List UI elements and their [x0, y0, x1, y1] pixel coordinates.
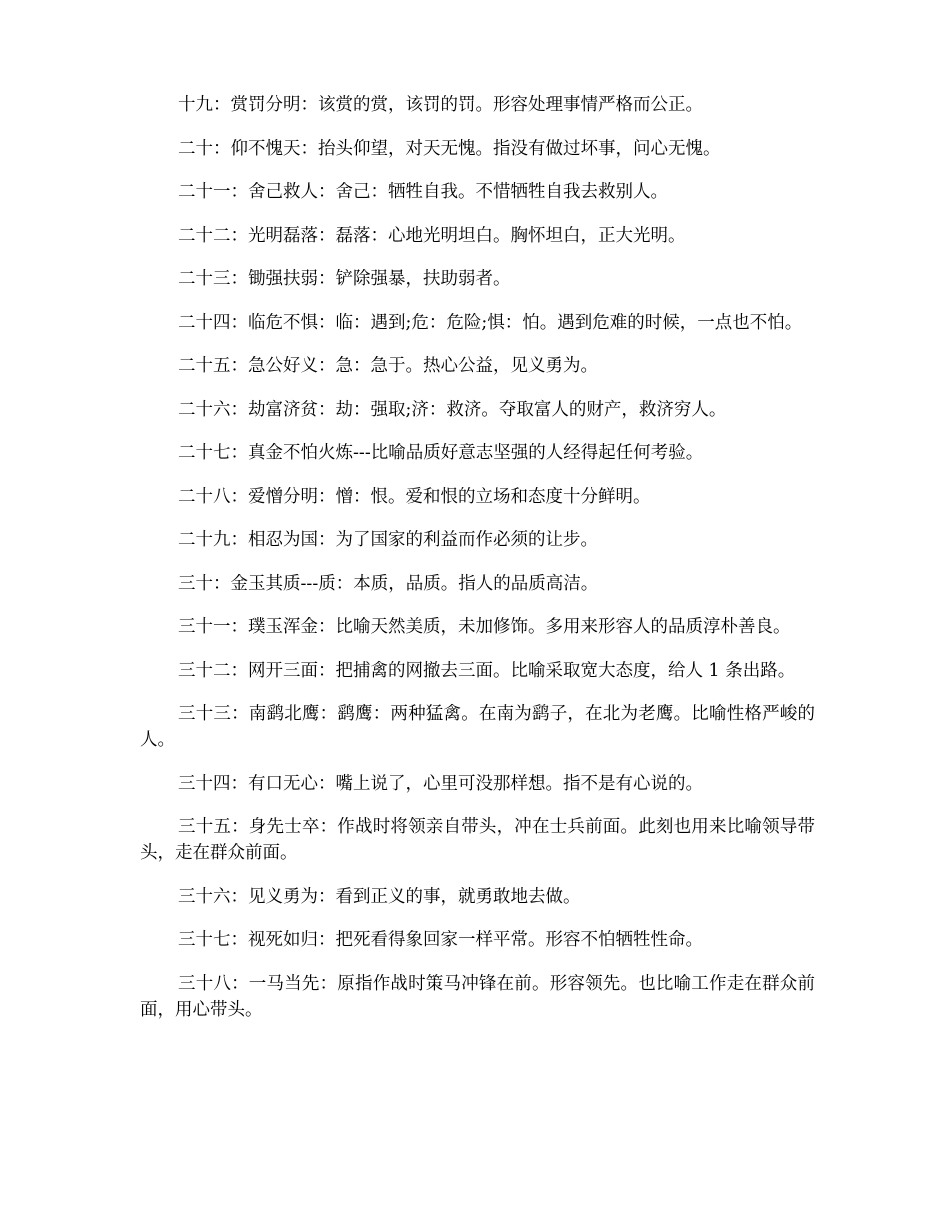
- paragraph-35: 三十五：身先士卒：作战时将领亲自带头，冲在士兵前面。此刻也用来比喻领导带头，走在群众前面。: [140, 817, 815, 863]
- paragraph-29: 二十九：相忍为国：为了国家的利益而作必须的让步。: [178, 530, 598, 550]
- paragraph-25: 二十五：急公好义：急：急于。热心公益，见义勇为。: [178, 356, 598, 376]
- paragraph-27: 二十七：真金不怕火炼---比喻品质好意志坚强的人经得起任何考验。: [178, 443, 704, 463]
- paragraph-21: 二十一：舍己救人：舍己：牺牲自我。不惜牺牲自我去救别人。: [178, 182, 668, 202]
- paragraph-30: 三十：金玉其质---质：本质，品质。指人的品质高洁。: [178, 573, 599, 594]
- paragraph-28: 二十八：爱憎分明：憎：恨。爱和恨的立场和态度十分鲜明。: [178, 486, 651, 507]
- paragraph-38: 三十八：一马当先：原指作战时策马冲锋在前。形容领先。也比喻工作走在群众前面，用心带头。: [140, 973, 815, 1020]
- paragraph-23: 二十三：锄强扶弱：铲除强暴，扶助弱者。: [178, 269, 511, 289]
- paragraph-31: 三十一：璞玉浑金：比喻天然美质，未加修饰。多用来形容人的品质淳朴善良。: [178, 617, 791, 637]
- paragraph-20: 二十：仰不愧天：抬头仰望，对天无愧。指没有做过坏事，问心无愧。: [178, 138, 721, 159]
- paragraph-26: 二十六：劫富济贫：劫：强取;济：救济。夺取富人的财产，救济穷人。: [178, 399, 727, 420]
- paragraph-37: 三十七：视死如归：把死看得象回家一样平常。形容不怕牺牲性命。: [178, 930, 703, 950]
- paragraph-33: 三十三：南鹞北鹰：鹞鹰：两种猛禽。在南为鹞子，在北为老鹰。比喻性格严峻的人。: [140, 704, 815, 750]
- document-body: [140, 92, 815, 1040]
- paragraph-22: 二十二：光明磊落：磊落：心地光明坦白。胸怀坦白，正大光明。: [178, 225, 686, 246]
- paragraph-32: 三十二：网开三面：把捕禽的网撤去三面。比喻采取宽大态度，给人 1 条出路。: [178, 660, 796, 681]
- paragraph-36: 三十六：见义勇为：看到正义的事，就勇敢地去做。: [178, 886, 581, 907]
- paragraph-34: 三十四：有口无心：嘴上说了，心里可没那样想。指不是有心说的。: [178, 773, 703, 794]
- paragraph-24: 二十四：临危不惧：临：遇到;危：危险;惧：怕。遇到危难的时候，一点也不怕。: [178, 312, 803, 333]
- paragraph-19: 十九：赏罚分明：该赏的赏，该罚的罚。形容处理事情严格而公正。: [178, 95, 703, 115]
